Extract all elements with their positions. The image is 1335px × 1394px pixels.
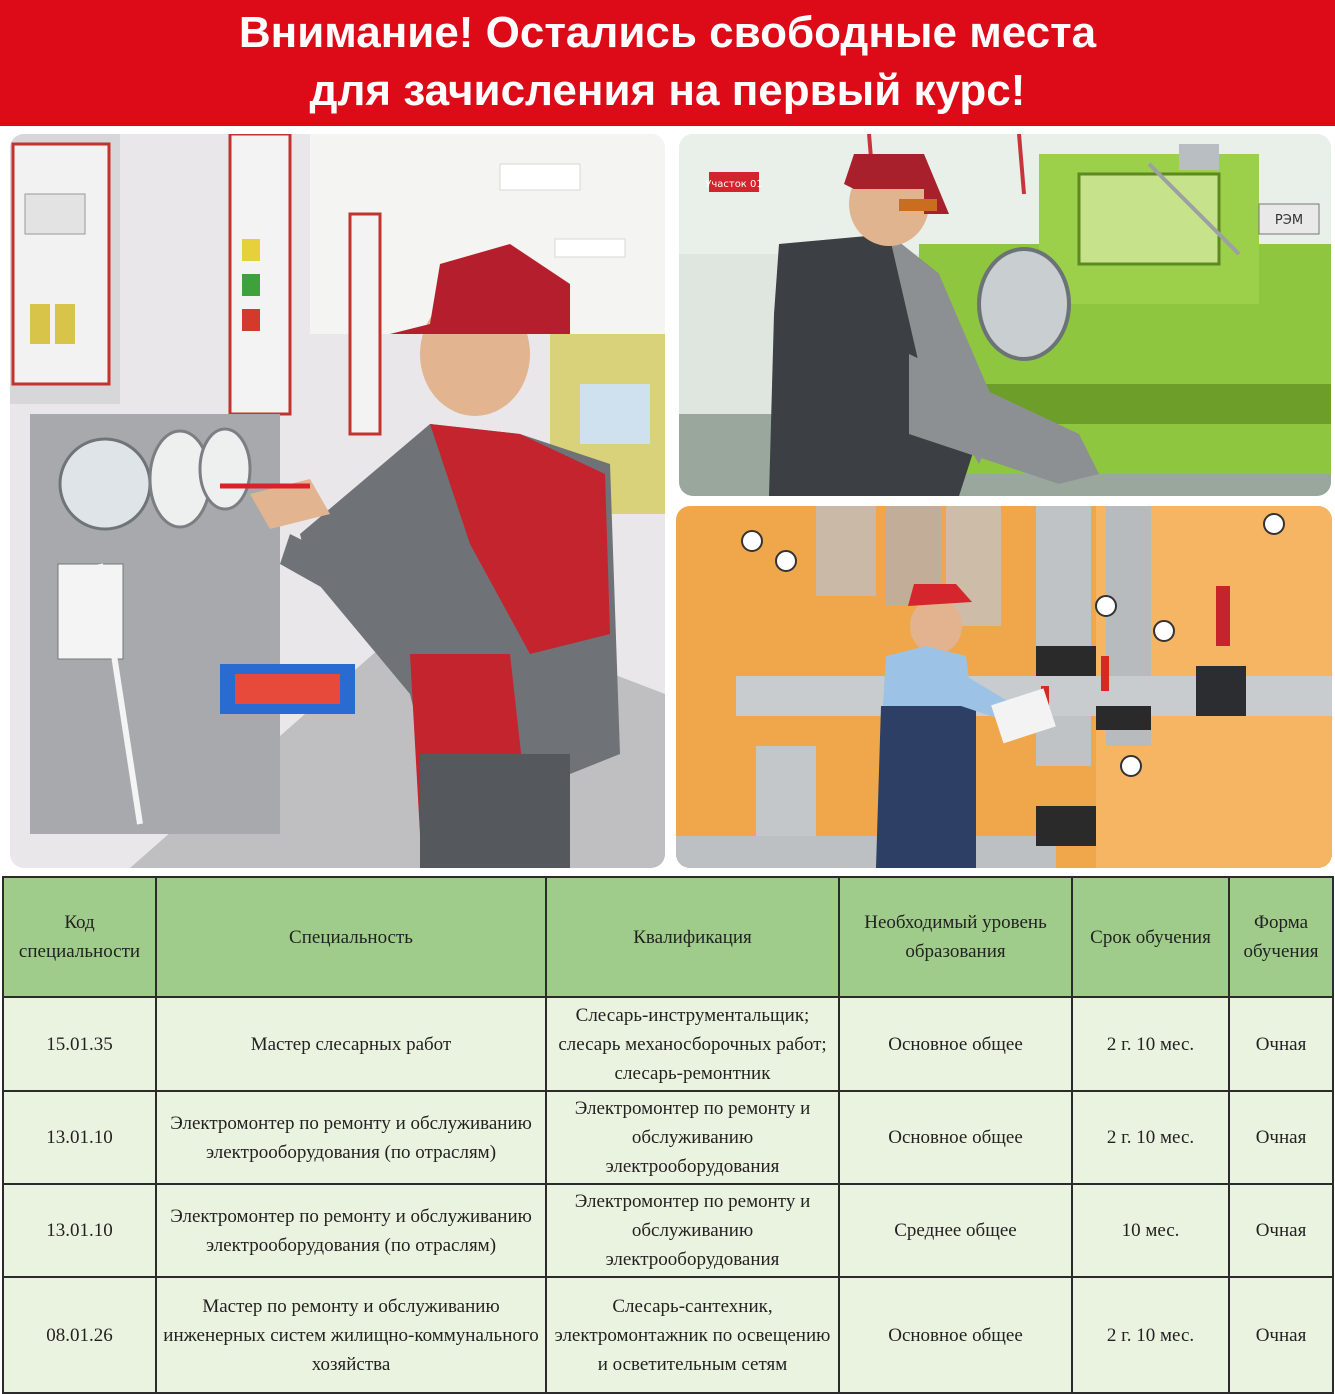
header-code: Код специальности — [3, 877, 156, 997]
cell-duration: 10 мес. — [1072, 1184, 1229, 1277]
cell-study-form: Очная — [1229, 1277, 1333, 1393]
cell-study-form: Очная — [1229, 997, 1333, 1091]
banner-line-2: для зачисления на первый курс! — [309, 66, 1026, 115]
photo-lathe-operator — [679, 134, 1331, 496]
cell-code: 08.01.26 — [3, 1277, 156, 1393]
cell-specialty: Мастер слесарных работ — [156, 997, 546, 1091]
header-qualification: Квалификация — [546, 877, 839, 997]
cell-code: 13.01.10 — [3, 1091, 156, 1184]
table-row — [3, 1184, 1333, 1277]
cell-study-form: Очная — [1229, 1091, 1333, 1184]
cell-qualification: Слесарь-сантехник, электромонтажник по освещению и осветительным сетям — [546, 1277, 839, 1393]
photo-electrician-training — [10, 134, 665, 868]
cell-education-level: Основное общее — [839, 997, 1072, 1091]
lathe-brand-text: РЭМ — [1274, 213, 1304, 228]
cell-education-level: Основное общее — [839, 1277, 1072, 1393]
cell-specialty: Электромонтер по ремонту и обслуживанию электрооборудования (по отраслям) — [156, 1184, 546, 1277]
photo-pipe-technician — [676, 506, 1332, 868]
cell-education-level: Основное общее — [839, 1091, 1072, 1184]
specialties-table — [2, 876, 1334, 1394]
cell-qualification: Электромонтер по ремонту и обслуживанию электрооборудования — [546, 1091, 839, 1184]
announcement-banner — [0, 0, 1335, 126]
cell-code: 13.01.10 — [3, 1184, 156, 1277]
cell-specialty: Электромонтер по ремонту и обслуживанию электрооборудования (по отраслям) — [156, 1091, 546, 1184]
cell-duration: 2 г. 10 мес. — [1072, 1277, 1229, 1393]
header-education-level: Необходимый уровень образования — [839, 877, 1072, 997]
header-specialty: Специальность — [156, 877, 546, 997]
cell-qualification: Слесарь-инструментальщик; слесарь механосборочных работ; слесарь-ремонтник — [546, 997, 839, 1091]
table-row — [3, 1277, 1333, 1393]
banner-line-1: Внимание! Остались свободные места — [238, 8, 1097, 57]
cell-code: 15.01.35 — [3, 997, 156, 1091]
cell-specialty: Мастер по ремонту и обслуживанию инженерных систем жилищно-коммунального хозяйства — [156, 1277, 546, 1393]
header-study-form: Форма обучения — [1229, 877, 1333, 997]
table-row — [3, 997, 1333, 1091]
table-header-row — [3, 877, 1333, 997]
cell-duration: 2 г. 10 мес. — [1072, 997, 1229, 1091]
cell-qualification: Электромонтер по ремонту и обслуживанию электрооборудования — [546, 1184, 839, 1277]
table-row — [3, 1091, 1333, 1184]
header-duration: Срок обучения — [1072, 877, 1229, 997]
lathe-sign-text: Участок 01 — [705, 179, 763, 190]
cell-education-level: Среднее общее — [839, 1184, 1072, 1277]
cell-study-form: Очная — [1229, 1184, 1333, 1277]
cell-duration: 2 г. 10 мес. — [1072, 1091, 1229, 1184]
